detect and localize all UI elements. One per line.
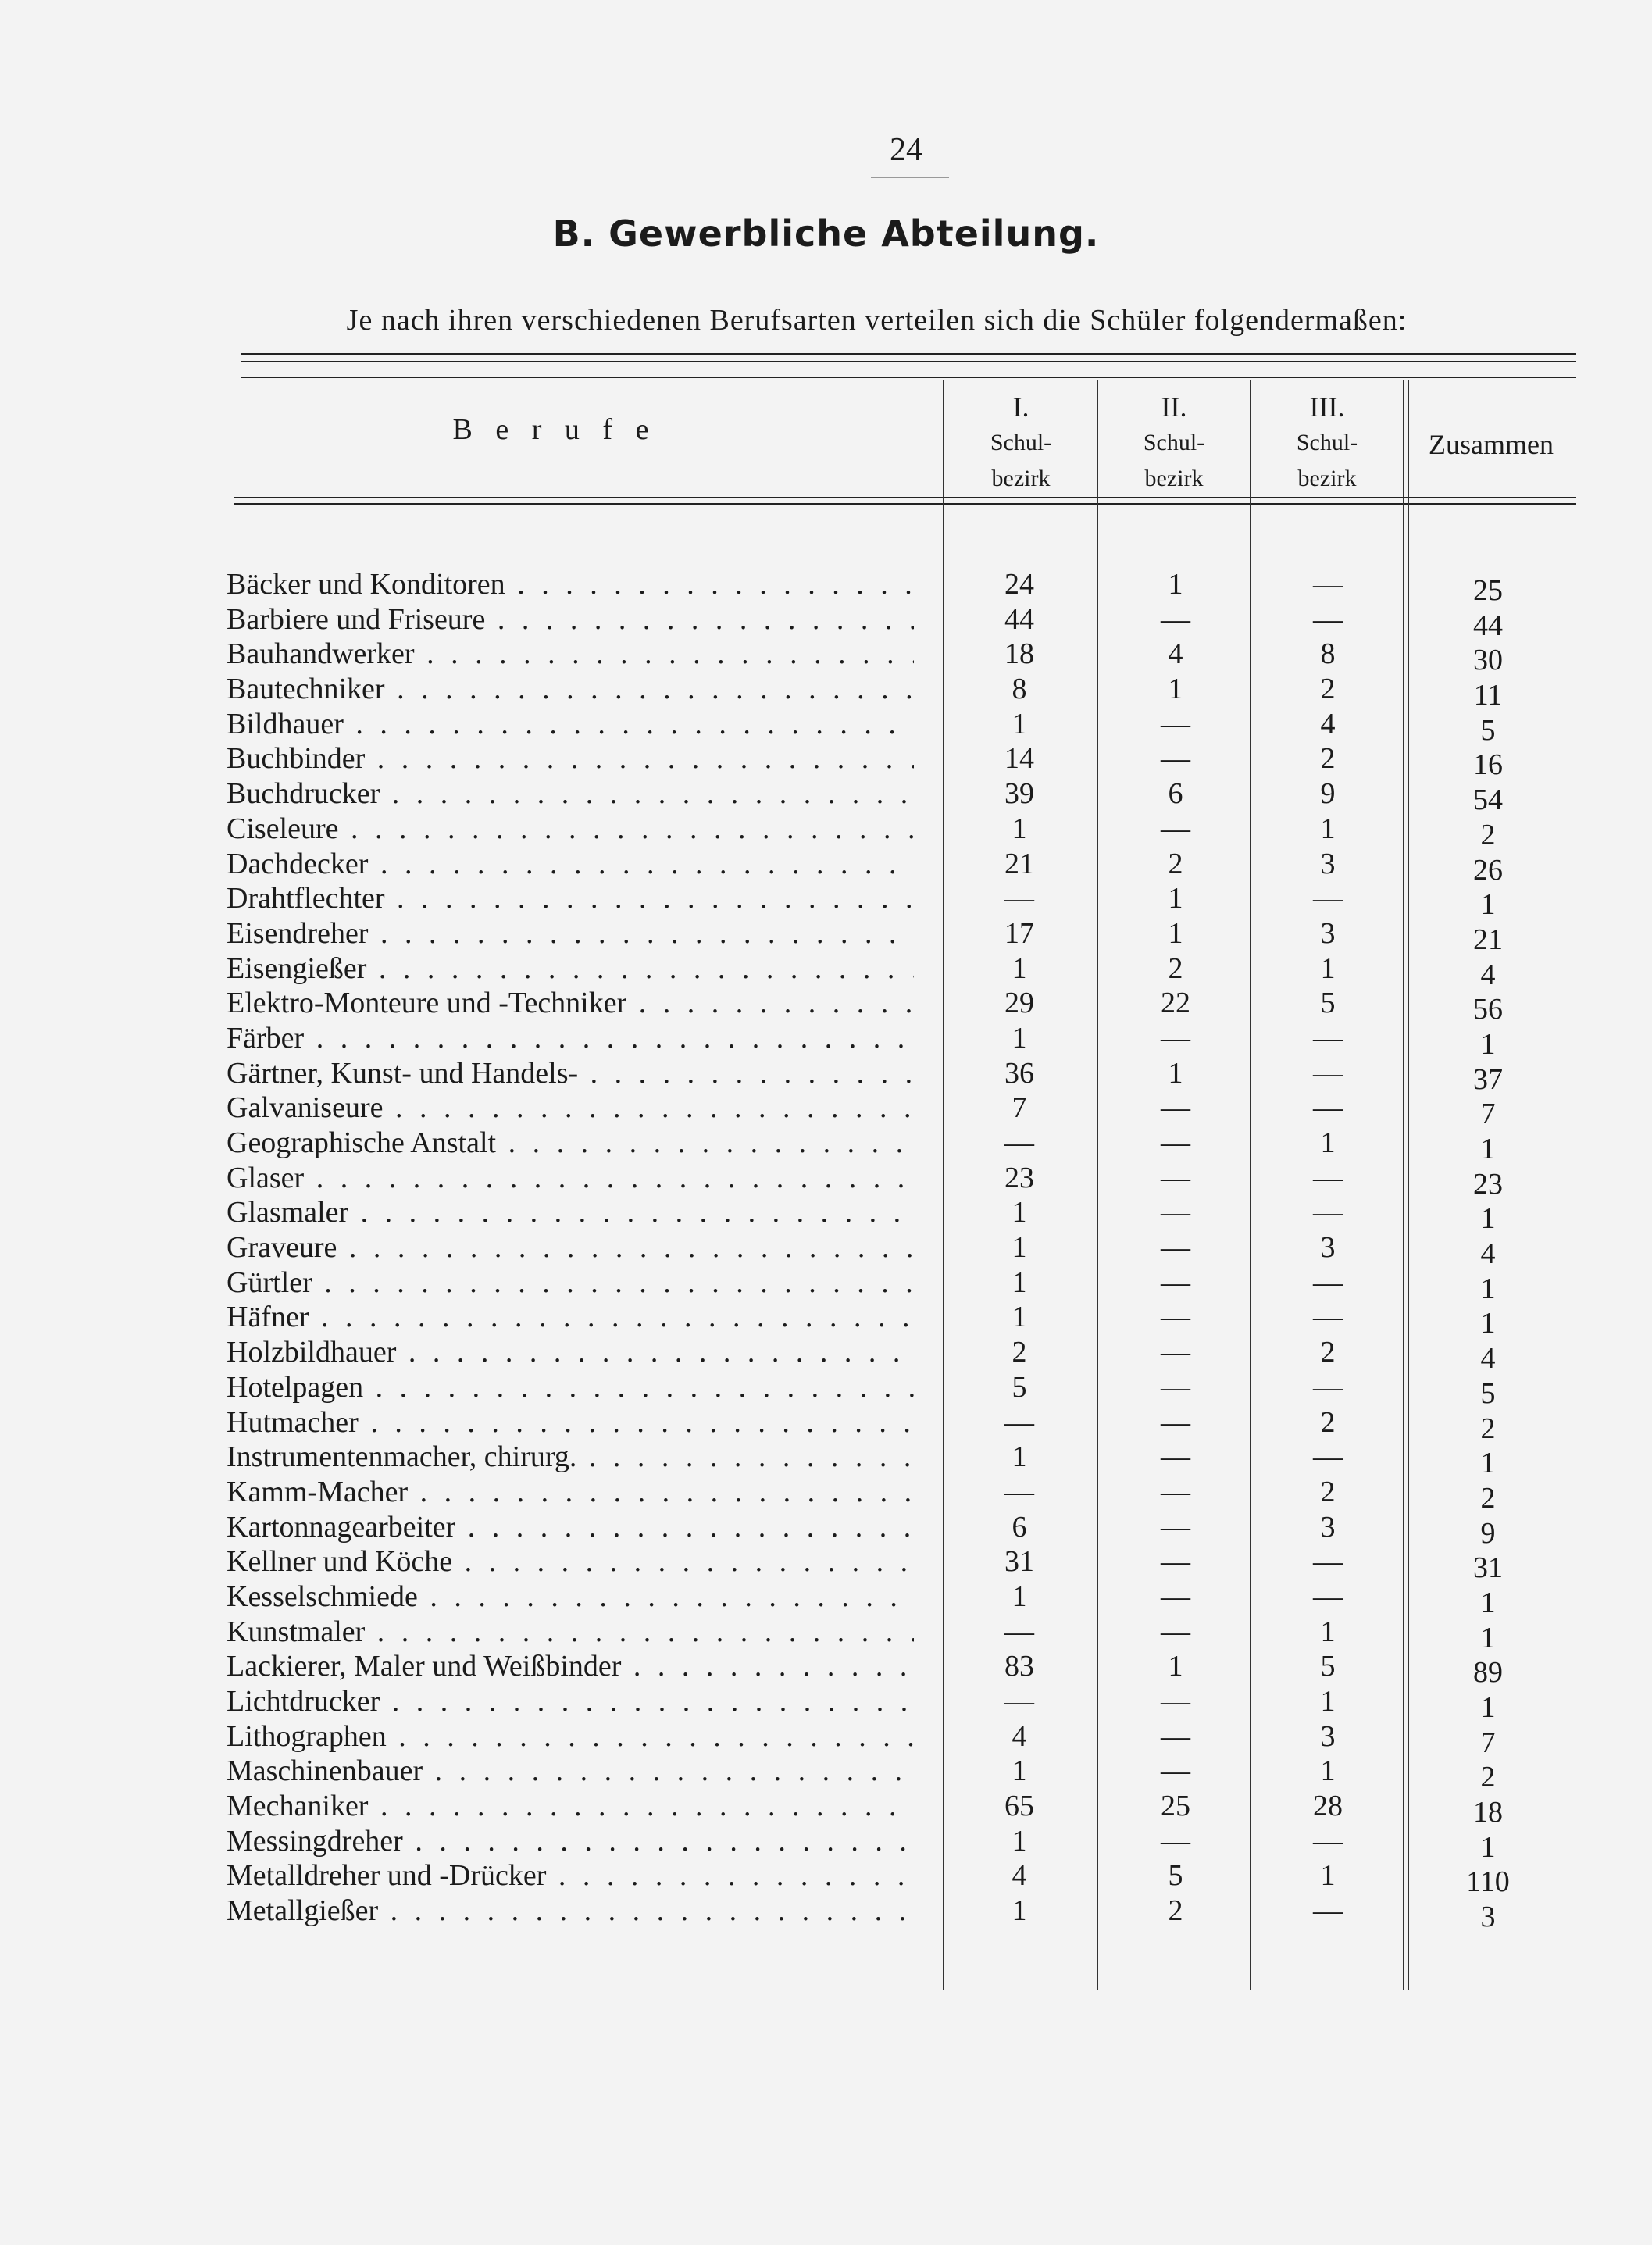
row-school-district-3: 1 [1320,1685,1336,1718]
table-row [0,1789,1652,1829]
row-school-district-1: 1 [1012,1579,1027,1613]
row-school-district-2: 2 [1168,847,1183,880]
row-school-district-2: 5 [1168,1859,1183,1893]
row-school-district-2: — [1161,1440,1190,1474]
row-total: 4 [1480,958,1496,991]
row-school-district-2: 1 [1168,916,1183,950]
row-school-district-2: — [1161,707,1190,741]
row-total: 2 [1480,1761,1496,1794]
header-rule-2 [234,503,1576,505]
row-name: Kesselschmiede . . . [227,1579,914,1614]
row-name: Kellner und Köche . . . [227,1544,914,1579]
row-school-district-1: 39 [1004,777,1034,811]
row-school-district-3: — [1313,1021,1343,1055]
row-school-district-3: — [1313,1370,1343,1404]
table-row [0,1649,1652,1690]
row-total: 31 [1473,1551,1503,1585]
page-number: 24 [890,132,922,168]
table-row [0,1719,1652,1759]
row-school-district-3: 5 [1320,987,1336,1020]
table-row [0,1754,1652,1794]
row-school-district-1: 1 [1012,1231,1027,1265]
row-total: 1 [1480,1133,1496,1165]
header-col-2-roman: II. [1161,391,1187,423]
row-total: 21 [1473,923,1503,956]
header-col-3-label1: Schul- [1296,430,1358,455]
row-name: Drahtflechter . . . [227,881,914,915]
row-school-district-1: — [1004,1126,1034,1159]
header-col-1-label1: Schul- [990,430,1052,455]
row-school-district-3: 2 [1320,1475,1336,1508]
row-school-district-1: 31 [1004,1545,1034,1579]
table-row [0,1544,1652,1585]
row-name: Kartonnagearbeiter . . . [227,1510,914,1544]
row-school-district-2: — [1161,1301,1190,1334]
row-name: Färber . . . [227,1021,914,1055]
row-total: 1 [1480,888,1496,922]
row-name: Holzbildhauer . . . [227,1335,914,1369]
row-name: Metalldreher und -Drücker . . . [227,1858,914,1893]
row-school-district-2: — [1161,1685,1190,1718]
row-total: 4 [1480,1342,1496,1376]
header-rule-1 [234,497,1576,498]
table-row [0,1195,1652,1236]
row-school-district-3: — [1313,1545,1343,1579]
row-school-district-3: — [1313,568,1343,601]
row-school-district-2: 2 [1168,951,1183,985]
row-school-district-1: 1 [1012,1824,1027,1858]
table-row [0,1230,1652,1271]
row-school-district-1: 18 [1004,637,1034,671]
row-school-district-1: 4 [1012,1719,1027,1753]
row-name: Dachdecker . . . [227,847,914,881]
header-col-1 [945,389,1097,497]
row-total: 1 [1480,1272,1496,1305]
header-col-1-roman: I. [1012,391,1029,423]
row-school-district-2: — [1161,1510,1190,1544]
row-school-district-2: — [1161,1231,1190,1265]
row-school-district-2: 25 [1161,1790,1190,1823]
row-name: Bäcker und Konditoren . . . [227,567,914,601]
row-school-district-3: — [1313,1265,1343,1299]
row-school-district-1: — [1004,1615,1034,1648]
row-school-district-1: 5 [1012,1370,1027,1404]
row-total: 23 [1473,1167,1503,1201]
row-school-district-3: — [1313,1301,1343,1334]
row-school-district-2: — [1161,742,1190,776]
row-total: 2 [1480,1481,1496,1515]
row-total: 11 [1473,679,1503,712]
table-row [0,1510,1652,1550]
row-school-district-3: 8 [1320,637,1336,671]
row-school-district-3: 1 [1320,1754,1336,1788]
header-berufe: B e r u f e [452,413,657,446]
row-name: Bildhauer . . . [227,707,914,741]
table-row [0,1440,1652,1480]
row-school-district-1: 1 [1012,1265,1027,1299]
top-rule-3 [241,377,1576,378]
row-school-district-1: 23 [1004,1161,1034,1194]
row-school-district-1: 24 [1004,568,1034,601]
row-school-district-3: — [1313,1161,1343,1194]
row-total: 1 [1480,1027,1496,1061]
row-school-district-2: — [1161,602,1190,636]
row-school-district-3: 2 [1320,673,1336,706]
row-name: Bautechniker . . . [227,672,914,706]
row-school-district-1: — [1004,1475,1034,1508]
row-name: Gürtler . . . [227,1265,914,1300]
header-col-1-label2: bezirk [991,466,1051,491]
row-school-district-3: — [1313,882,1343,915]
top-rule-1 [241,353,1576,355]
row-total: 25 [1473,574,1503,607]
row-school-district-1: 1 [1012,1196,1027,1230]
row-total: 26 [1473,853,1503,887]
row-school-district-2: — [1161,1196,1190,1230]
row-school-district-2: — [1161,1475,1190,1508]
row-school-district-3: 3 [1320,1719,1336,1753]
row-school-district-1: 2 [1012,1336,1027,1369]
row-school-district-2: 2 [1168,1894,1183,1928]
table-row [0,1370,1652,1410]
row-school-district-3: 9 [1320,777,1336,811]
row-total: 1 [1480,1202,1496,1236]
row-school-district-1: 6 [1012,1510,1027,1544]
row-name: Elektro-Monteure und -Techniker . . . [227,986,914,1020]
row-school-district-3: 4 [1320,707,1336,741]
table-row [0,1475,1652,1515]
table-row [0,602,1652,642]
row-name: Lithographen . . . [227,1719,914,1754]
table-row [0,986,1652,1026]
row-school-district-3: 1 [1320,1615,1336,1648]
row-total: 89 [1473,1656,1503,1690]
table-row [0,1161,1652,1201]
row-name: Glasmaler . . . [227,1195,914,1230]
table-row [0,1615,1652,1654]
table-row [0,1684,1652,1724]
row-name: Metallgießer . . . [227,1893,914,1928]
row-school-district-2: — [1161,1021,1190,1055]
row-name: Kamm-Macher . . . [227,1475,914,1509]
row-name: Kunstmaler . . . [227,1615,914,1649]
row-school-district-2: — [1161,812,1190,845]
row-name: Messingdreher . . . [227,1824,914,1858]
row-school-district-2: — [1161,1370,1190,1404]
table-row [0,1300,1652,1340]
table-row [0,707,1652,747]
row-name: Graveure . . . [227,1230,914,1265]
row-school-district-2: 1 [1168,1056,1183,1090]
row-school-district-3: — [1313,1091,1343,1125]
row-school-district-1: 4 [1012,1859,1027,1893]
table-row [0,916,1652,956]
row-total: 5 [1480,1376,1496,1410]
row-total: 44 [1473,609,1503,642]
row-school-district-1: 83 [1004,1650,1034,1683]
row-name: Glaser . . . [227,1161,914,1195]
row-school-district-2: — [1161,1265,1190,1299]
table-row [0,1021,1652,1061]
row-total: 1 [1480,1691,1496,1724]
row-school-district-3: 28 [1313,1790,1343,1823]
header-total: Zusammen [1429,429,1554,460]
section-title: B. Gewerbliche Abteilung. [552,212,1100,255]
row-total: 3 [1480,1901,1496,1934]
row-name: Lackierer, Maler und Weißbinder . . . [227,1649,914,1683]
row-school-district-3: 1 [1320,1859,1336,1893]
table-row [0,672,1652,712]
row-name: Barbiere und Friseure . . . [227,602,914,637]
row-total: 30 [1473,644,1503,677]
row-school-district-3: — [1313,1894,1343,1928]
row-school-district-1: 1 [1012,1754,1027,1788]
row-school-district-1: 17 [1004,916,1034,950]
row-total: 1 [1480,1447,1496,1480]
row-school-district-2: — [1161,1545,1190,1579]
row-total: 2 [1480,818,1496,851]
row-school-district-2: 1 [1168,882,1183,915]
row-school-district-1: — [1004,1405,1034,1439]
table-row [0,1893,1652,1934]
table-row [0,1405,1652,1445]
row-school-district-3: 2 [1320,1405,1336,1439]
row-name: Gärtner, Kunst- und Handels- . . . [227,1056,914,1090]
row-school-district-3: 3 [1320,1231,1336,1265]
row-name: Bauhandwerker . . . [227,637,914,671]
header-col-2-label2: bezirk [1144,466,1204,491]
row-school-district-1: 14 [1004,742,1034,776]
row-school-district-1: 1 [1012,707,1027,741]
table-row [0,1265,1652,1305]
row-school-district-2: 22 [1161,987,1190,1020]
top-rule-2 [241,361,1576,362]
table-row [0,637,1652,677]
row-school-district-3: — [1313,602,1343,636]
row-school-district-2: 4 [1168,637,1183,671]
row-name: Hotelpagen . . . [227,1370,914,1404]
row-school-district-2: — [1161,1091,1190,1125]
header-col-3 [1251,389,1403,497]
row-name: Ciseleure . . . [227,812,914,846]
row-name: Buchdrucker . . . [227,776,914,811]
table-body [0,567,1652,1934]
row-name: Eisengießer . . . [227,951,914,986]
row-school-district-1: 1 [1012,1021,1027,1055]
row-total: 110 [1466,1865,1510,1899]
row-school-district-2: — [1161,1754,1190,1788]
header-col-2 [1098,389,1250,497]
row-school-district-1: 1 [1012,812,1027,845]
row-school-district-1: — [1004,882,1034,915]
row-name: Buchbinder . . . [227,741,914,776]
row-name: Lichtdrucker . . . [227,1684,914,1719]
row-total: 54 [1473,783,1503,817]
table-row [0,776,1652,817]
row-school-district-1: 65 [1004,1790,1034,1823]
row-school-district-3: 1 [1320,1126,1336,1159]
row-school-district-3: — [1313,1196,1343,1230]
row-school-district-2: 1 [1168,1650,1183,1683]
row-total: 56 [1473,993,1503,1026]
row-name: Häfner . . . [227,1300,914,1334]
row-name: Hutmacher . . . [227,1405,914,1440]
row-school-district-2: 6 [1168,777,1183,811]
row-total: 16 [1473,748,1503,782]
table-row [0,1335,1652,1376]
table-row [0,881,1652,922]
row-school-district-1: 44 [1004,602,1034,636]
header-col-3-roman: III. [1309,391,1345,423]
row-total: 7 [1480,1098,1496,1131]
row-school-district-1: 1 [1012,1301,1027,1334]
row-total: 9 [1480,1516,1496,1550]
row-total: 18 [1473,1796,1503,1829]
row-school-district-2: 1 [1168,568,1183,601]
row-school-district-1: 1 [1012,1440,1027,1474]
table-row [0,1824,1652,1864]
table-row [0,1090,1652,1131]
row-school-district-1: 1 [1012,1894,1027,1928]
row-total: 1 [1480,1830,1496,1864]
row-total: 4 [1480,1237,1496,1271]
row-total: 5 [1480,713,1496,747]
row-school-district-3: 3 [1320,1510,1336,1544]
row-school-district-1: 36 [1004,1056,1034,1090]
row-total: 37 [1473,1062,1503,1096]
table-row [0,847,1652,887]
table-row [0,1126,1652,1165]
row-school-district-2: — [1161,1405,1190,1439]
row-school-district-2: 1 [1168,673,1183,706]
row-school-district-3: 2 [1320,1336,1336,1369]
section-subtitle: Je nach ihren verschiedenen Berufsarten verteilen sich die Schüler folgendermaßen: [346,304,1408,337]
table-row [0,1579,1652,1619]
row-school-district-3: 3 [1320,916,1336,950]
table-row [0,567,1652,607]
row-school-district-3: — [1313,1440,1343,1474]
row-school-district-3: 1 [1320,951,1336,985]
row-school-district-2: — [1161,1126,1190,1159]
row-name: Instrumentenmacher, chirurg. . . . [227,1440,914,1474]
row-total: 2 [1480,1412,1496,1445]
row-total: 1 [1480,1307,1496,1340]
row-school-district-2: — [1161,1336,1190,1369]
row-school-district-2: — [1161,1579,1190,1613]
row-school-district-2: — [1161,1615,1190,1648]
row-school-district-1: 21 [1004,847,1034,880]
row-school-district-1: 1 [1012,951,1027,985]
header-col-3-label2: bezirk [1297,466,1357,491]
row-school-district-1: — [1004,1685,1034,1718]
header-col-2-label1: Schul- [1143,430,1205,455]
row-school-district-1: 7 [1012,1091,1027,1125]
table-row [0,1858,1652,1899]
row-school-district-2: — [1161,1824,1190,1858]
row-school-district-3: — [1313,1824,1343,1858]
row-total: 1 [1480,1621,1496,1654]
row-name: Mechaniker . . . [227,1789,914,1823]
table-row [0,812,1652,851]
row-school-district-3: 1 [1320,812,1336,845]
row-school-district-3: 2 [1320,742,1336,776]
row-school-district-1: 29 [1004,987,1034,1020]
row-school-district-2: — [1161,1719,1190,1753]
row-name: Galvaniseure . . . [227,1090,914,1125]
row-school-district-3: — [1313,1056,1343,1090]
row-total: 7 [1480,1726,1496,1759]
row-school-district-3: — [1313,1579,1343,1613]
row-name: Maschinenbauer . . . [227,1754,914,1788]
row-total: 1 [1480,1586,1496,1619]
page-number-rule [871,177,949,178]
table-row [0,741,1652,782]
row-name: Eisendreher . . . [227,916,914,951]
table-row [0,1056,1652,1096]
row-school-district-2: — [1161,1161,1190,1194]
row-school-district-1: 8 [1012,673,1027,706]
row-school-district-3: 5 [1320,1650,1336,1683]
row-school-district-3: 3 [1320,847,1336,880]
row-name: Geographische Anstalt . . . [227,1126,914,1160]
table-row [0,951,1652,991]
